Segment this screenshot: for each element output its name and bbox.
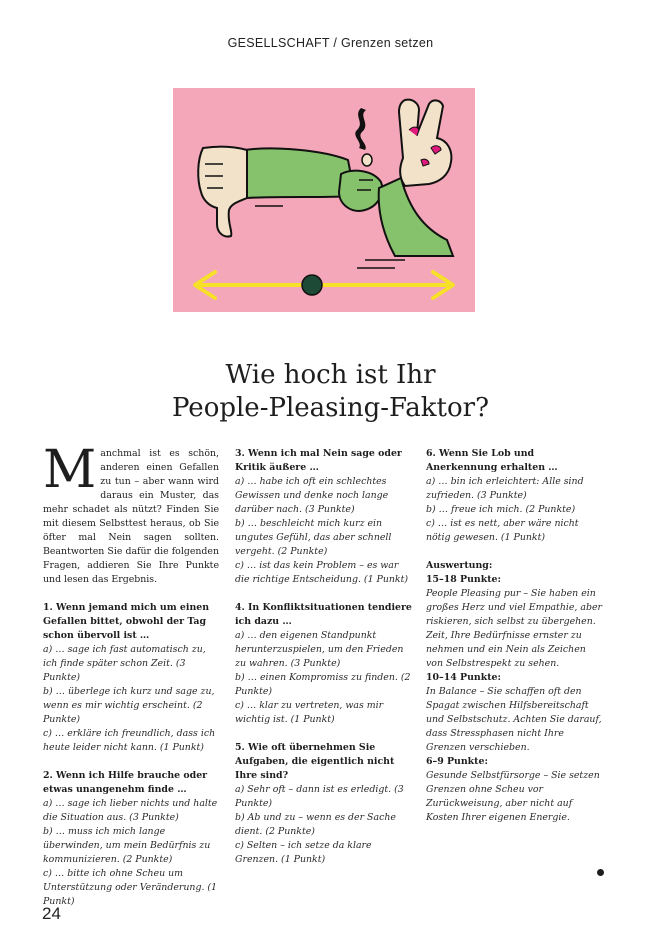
intro-paragraph <box>43 440 219 587</box>
section-header: GESELLSCHAFT / Grenzen setzen <box>227 36 434 50</box>
option-b: b) … muss ich mich lange überwinden, um mein Bedürfnis zu kommunizieren. (2 Punkte) <box>43 826 211 865</box>
option-c: c) … bitte ich ohne Scheu um Unterstützung oder Veränderung. (1 Punkt) <box>43 868 218 907</box>
title-line-2: People-Pleasing-Faktor? <box>171 393 490 423</box>
question-text: 2. Wenn ich Hilfe brauche oder etwas unangenehm finde … <box>43 770 208 795</box>
title-line-1: Wie hoch ist Ihr <box>225 360 436 390</box>
question-6 <box>426 447 604 545</box>
question-2 <box>43 769 219 909</box>
result-range: 6–9 Punkte: <box>426 756 488 767</box>
column-1 <box>43 440 219 923</box>
question-text: 5. Wie oft übernehmen Sie Aufgaben, die eigentlich nicht Ihre sind? <box>235 742 395 781</box>
option-a: a) … habe ich oft ein schlechtes Gewissen und denke noch lange darüber nach. (3 Punkte) <box>235 476 389 515</box>
page-number: 24 <box>42 904 61 923</box>
question-5 <box>235 741 413 867</box>
question-text: 6. Wenn Sie Lob und Anerkennung erhalten … <box>426 448 558 473</box>
option-a: a) … bin ich erleichtert: Alle sind zufrieden. (3 Punkte) <box>426 476 584 501</box>
option-c: c) … ist das kein Problem – es war die richtige Entscheidung. (1 Punkt) <box>235 560 409 585</box>
result-range: 15–18 Punkte: <box>426 574 501 585</box>
question-text: 3. Wenn ich mal Nein sage oder Kritik äußere … <box>235 448 402 473</box>
intro-text: anchmal ist es schön, anderen einen Gefallen zu tun – aber wann wird daraus ein Muster, das mehr schadet als nützt? Finden Sie mit diesem Selbsttest heraus, ob Sie öfter mal Nein sagen sollten. Beantworten Sie dafür die folgenden Fragen, addieren Sie Ihre Punkte und lesen das Ergebnis. <box>43 448 219 585</box>
result-text: Gesunde Selbstfürsorge – Sie setzen Grenzen ohne Scheu vor Zurückweisung, aber nicht auf Kosten Ihrer eigenen Energie. <box>426 770 600 823</box>
option-a: a) Sehr oft – dann ist es erledigt. (3 Punkte) <box>235 784 404 809</box>
option-c: c) … ist es nett, aber wäre nicht nötig gewesen. (1 Punkt) <box>426 518 579 543</box>
option-a: a) … sage ich fast automatisch zu, ich finde später schon Zeit. (3 Punkte) <box>43 644 206 683</box>
dropcap: M <box>43 440 97 500</box>
evaluation-title: Auswertung: <box>426 560 493 571</box>
option-b: b) … einen Kompromiss zu finden. (2 Punkte) <box>235 672 411 697</box>
column-2 <box>235 447 413 881</box>
option-c: c) … klar zu vertreten, was mir wichtig ist. (1 Punkt) <box>235 700 384 725</box>
option-c: c) … erkläre ich freundlich, dass ich heute leider nicht kann. (1 Punkt) <box>43 728 216 753</box>
end-of-article-dot <box>597 869 604 876</box>
question-text: 1. Wenn jemand mich um einen Gefallen bittet, obwohl der Tag schon übervoll ist … <box>43 602 210 641</box>
option-b: b) … beschleicht mich kurz ein ungutes Gefühl, das aber schnell vergeht. (2 Punkte) <box>235 518 392 557</box>
question-1 <box>43 601 219 755</box>
option-a: a) … sage ich lieber nichts und halte die Situation aus. (3 Punkte) <box>43 798 218 823</box>
option-c: c) Selten – ich setze da klare Grenzen. (1 Punkt) <box>235 840 372 865</box>
option-b: b) … freue ich mich. (2 Punkte) <box>426 504 576 515</box>
option-a: a) … den eigenen Standpunkt herunterzuspielen, um den Frieden zu wahren. (3 Punkte) <box>235 630 404 669</box>
option-b: b) Ab und zu – wenn es der Sache dient. (2 Punkte) <box>235 812 396 837</box>
result-text: People Pleasing pur – Sie haben ein großes Herz und viel Empathie, aber riskieren, sich selbst zu übergehen. Zeit, Ihre Bedürfnisse ernster zu nehmen und ein Nein als Zeichen von Selbstrespekt zu sehen. <box>426 588 602 669</box>
evaluation <box>426 559 604 825</box>
page-title <box>0 359 661 425</box>
column-3 <box>426 447 604 825</box>
result-range: 10–14 Punkte: <box>426 672 501 683</box>
result-text: In Balance – Sie schaffen oft den Spagat zwischen Hilfsbereitschaft und Selbstschutz. Achten Sie darauf, dass Stressphasen nicht Ihre Grenzen verschieben. <box>426 686 602 753</box>
question-text: 4. In Konfliktsituationen tendiere ich dazu … <box>235 602 412 627</box>
option-b: b) … überlege ich kurz und sage zu, wenn es mir wichtig erscheint. (2 Punkte) <box>43 686 215 725</box>
question-3 <box>235 447 413 587</box>
question-4 <box>235 601 413 727</box>
illustration <box>173 88 475 312</box>
